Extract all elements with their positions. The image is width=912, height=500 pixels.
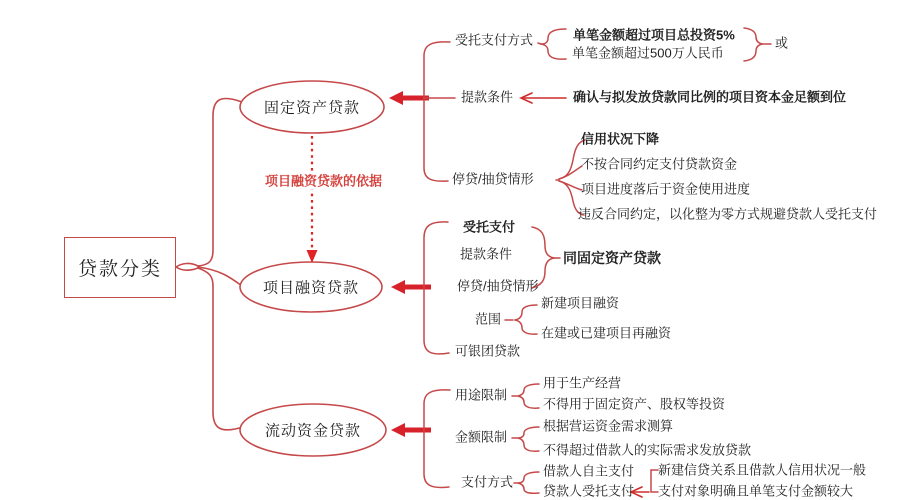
node-title-fixed-asset-loan[interactable]: 固定资产贷款 [263, 99, 361, 117]
leaf-new-credit-relation-average-credit[interactable]: 新建信贷关系且借款人信用状况一般 [658, 462, 867, 478]
leaf-lender-entrusted-payment[interactable]: 贷款人受托支付 [543, 483, 635, 499]
drawdown-thin-arrow [521, 93, 566, 103]
leaf-evade-entrusted-payment[interactable]: 违反合同约定，以化整为零方式规避贷款人受托支付 [578, 206, 878, 222]
leaf-clear-payee-large-amount[interactable]: 支付对象明确且单笔支付金额较大 [658, 483, 854, 499]
leaf-capital-in-place[interactable]: 确认与拟发放贷款同比例的项目资本金足额到位 [573, 89, 847, 105]
leaf-same-as-fixed-asset-loan[interactable]: 同固定资产贷款 [563, 249, 661, 266]
label-syndicated-loan-allowed[interactable]: 可银团贷款 [455, 343, 521, 359]
leaf-progress-behind-funds[interactable]: 项目进度落后于资金使用进度 [581, 181, 751, 197]
leaf-single-amount-over-5m[interactable]: 单笔金额超过500万人民币 [572, 45, 724, 61]
node-title-project-financing-loan[interactable]: 项目融资贷款 [262, 279, 360, 297]
leaf-working-capital-estimation[interactable]: 根据营运资金需求测算 [543, 418, 674, 434]
leaf-refinancing-existing-project[interactable]: 在建或已建项目再融资 [541, 325, 672, 341]
leaf-not-exceed-actual-need[interactable]: 不得超过借款人的实际需求发放贷款 [543, 442, 752, 458]
thick-arrow-project [391, 280, 431, 294]
leaf-single-amount-over-5pct[interactable]: 单笔金额超过项目总投资5% [573, 27, 735, 43]
root-node-loan-classification[interactable]: 贷款分类 [64, 237, 176, 298]
thick-arrow-working [391, 423, 431, 437]
label-drawdown-condition[interactable]: 提款条件 [461, 89, 514, 105]
node-title-working-capital-loan[interactable]: 流动资金贷款 [264, 422, 362, 440]
label-or: 或 [775, 35, 789, 51]
label-entrusted-payment[interactable]: 受托支付 [463, 219, 516, 235]
leaf-no-fixed-asset-equity-investment[interactable]: 不得用于固定资产、股权等投资 [543, 396, 726, 412]
leaf-borrower-self-payment[interactable]: 借款人自主支付 [543, 463, 635, 479]
thick-arrow-fixed [389, 91, 429, 105]
leaf-credit-decline[interactable]: 信用状况下降 [581, 131, 660, 147]
label-usage-restriction[interactable]: 用途限制 [455, 387, 508, 403]
label-payment-method[interactable]: 支付方式 [461, 474, 514, 490]
leaf-not-paying-per-contract[interactable]: 不按合同约定支付贷款资金 [581, 156, 738, 172]
leaf-new-project-financing[interactable]: 新建项目融资 [541, 295, 620, 311]
leaf-for-production-operation[interactable]: 用于生产经营 [543, 375, 622, 391]
label-amount-restriction[interactable]: 金额限制 [455, 429, 508, 445]
label-scope[interactable]: 范围 [475, 311, 502, 327]
label-stop-loan-situations-2[interactable]: 停贷/抽贷情形 [457, 278, 539, 294]
label-entrusted-payment-method[interactable]: 受托支付方式 [455, 32, 534, 48]
dotted-arrow-note: 项目融资贷款的依据 [265, 173, 383, 189]
dotted-arrow [307, 136, 318, 263]
label-drawdown-condition-2[interactable]: 提款条件 [460, 246, 513, 262]
root-brace-connector [176, 98, 243, 429]
label-stop-loan-situations[interactable]: 停贷/抽贷情形 [452, 171, 534, 187]
